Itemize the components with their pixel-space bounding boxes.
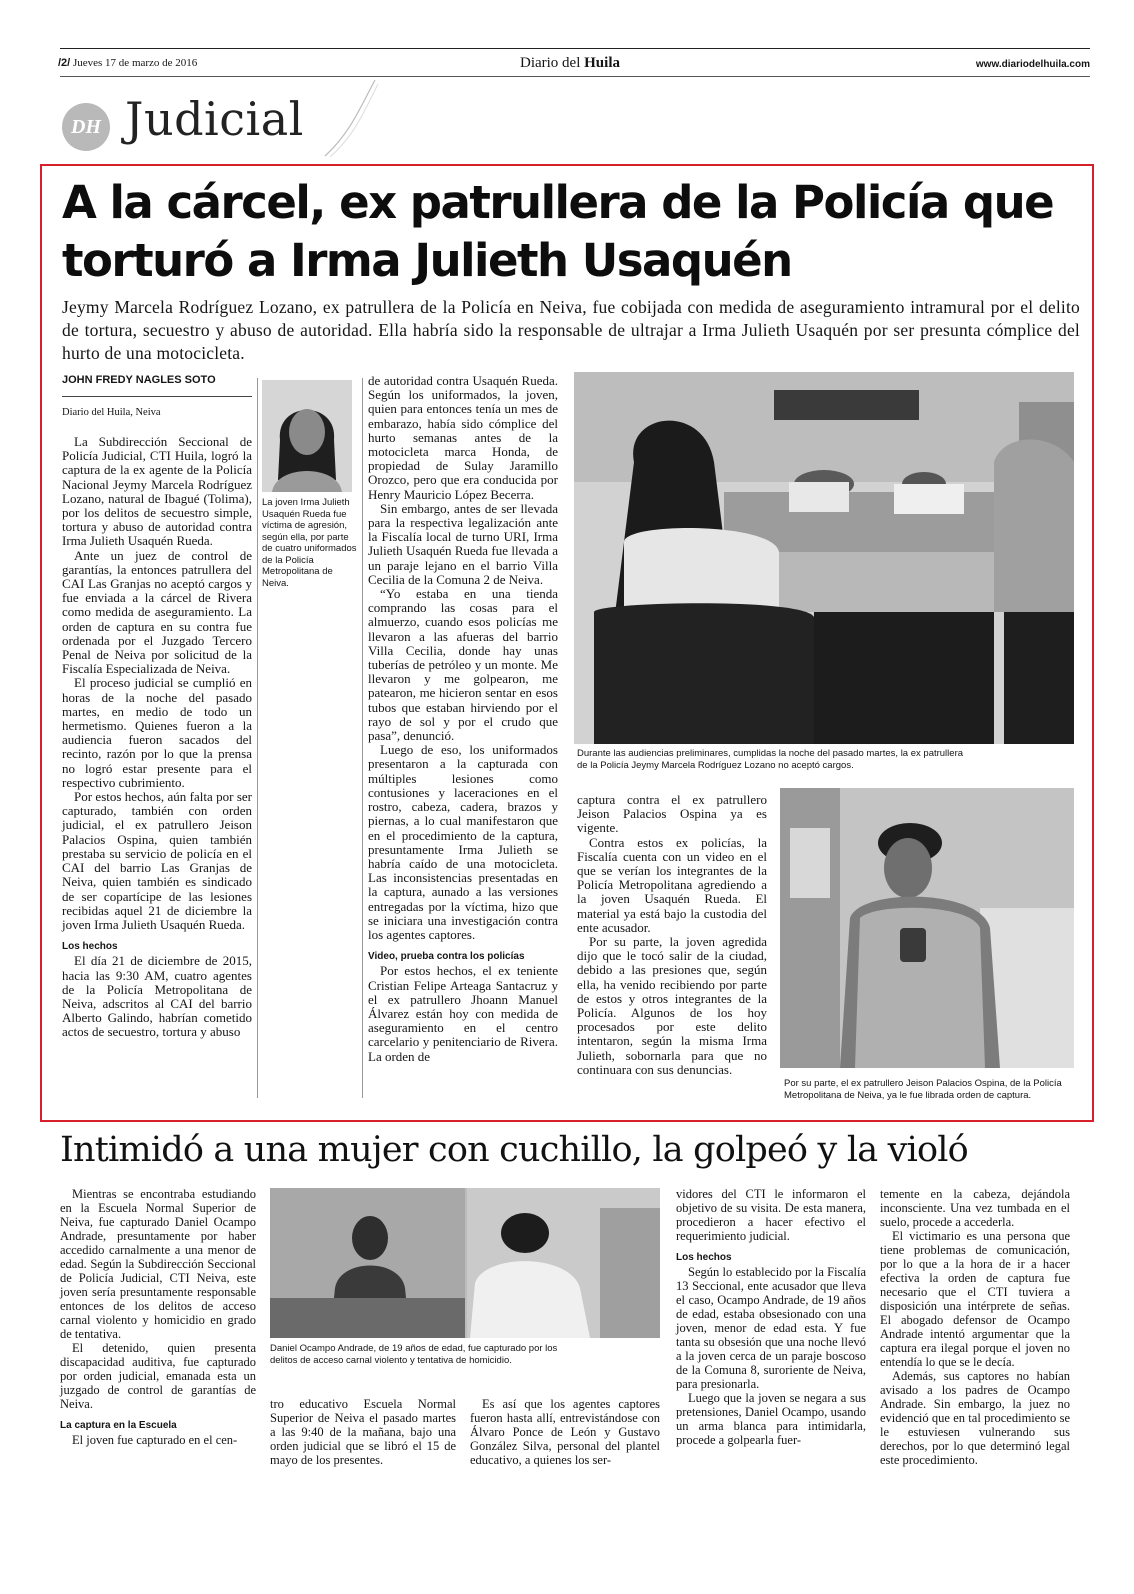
subheading-hechos: Los hechos xyxy=(676,1252,732,1263)
paragraph: Luego que la joven se negara a sus pretensiones, Daniel Ocampo, usando un arma blanca para intimidarla, procede a golpearla fuer- xyxy=(676,1391,866,1447)
paragraph: Contra estos ex policías, la Fiscalía cuenta con un video en el que se verían los integrantes de la Policía Metropolitana agrediendo a la joven Usaquén Rueda. El material ya está bajo la custodia del ente acusador. xyxy=(577,834,767,935)
paper-name xyxy=(500,55,640,72)
paragraph: La Subdirección Seccional de Policía Judicial, CTI Huila, logró la captura de la ex agente de la Policía Nacional Jeymy Marcela Rodríguez Lozano, natural de Ibagué (Tolima), por los delitos de secuestro simple, tortura y abuso de autoridad contra Irma Julieth Usaquén Rueda. xyxy=(62,434,252,549)
paragraph: vidores del CTI le informaron el objetivo de su visita. De esta manera, procedieron a hacer efectivo el requerimiento judicial. xyxy=(676,1187,866,1243)
paragraph: El detenido, quien presenta discapacidad auditiva, fue capturado por orden judicial, emanada esta un juzgado de control de garantías de Neiva. xyxy=(60,1341,256,1411)
paragraph: Luego de eso, los uniformados presentaron a la capturada con múltiples lesiones como contusiones y laceraciones en el rostro, cabeza, cadera, brazos y piernas, a lo cual manifestaron que en el procedimiento de la captura, presuntamente Irma Julieth se habría caído de una motocicleta. Las inconsistencias presentadas en la captura, aunado a las versiones entregadas por la víctima, hizo que se iniciara una investigación contra los agentes captores. xyxy=(368,742,558,942)
paragraph: Por estos hechos, el ex teniente Cristian Felipe Arteaga Santacruz y el ex patrullero Jhoann Manuel Álvarez están hoy con medida de aseguramiento en el centro carcelario y penitenciario de Rivera. La orden de xyxy=(368,963,558,1064)
paper-name-plain: Diario del xyxy=(519,55,581,71)
paragraph: tro educativo Escuela Normal Superior de Neiva el pasado martes a las 9:40 de la mañana, bajo una orden judicial que se libró el 15 de mayo de los presentes. xyxy=(270,1397,456,1467)
decorative-swoosh-icon xyxy=(320,78,380,158)
paragraph: El victimario es una persona que tiene problemas de comunicación, por lo que a la hora de ir a hacer efectiva la orden de captura fue necesario que el CTI tuviera a disposición una intérprete de señas. El abogado defensor de Ocampo Andrade intentó argumentar que la captura era ilegal porque el joven no entendía lo que se le decía. xyxy=(880,1229,1070,1369)
suspect-illustration-icon xyxy=(270,1188,660,1338)
article-deck: Jeymy Marcela Rodríguez Lozano, ex patrullera de la Policía en Neiva, fue cobijada con medida de aseguramiento intramural por el delito de tortura, secuestro y abuso de autoridad. Ella habría sido la responsable de ultrajar a Irma Julieth Usaquén por ser presunta cómplice del hurto de una motocicleta. xyxy=(62,297,1080,363)
paragraph: Es así que los agentes captores fueron hasta allí, entrevistándose con Álvaro Ponce de León y Gustavo González Silva, personal del plantel educativo, a quienes los ser- xyxy=(470,1397,660,1467)
paragraph: Según lo establecido por la Fiscalía 13 Seccional, ente acusador que lleva el caso, Ocampo Andrade, de 19 años de edad, estaba obsesionado con una joven, menor de edad esta. Y fue tanta su obsesión que una noche llevó a la joven cerca de un paraje boscoso de la Comuna 8, suroriente de Neiva, para presionarla. xyxy=(676,1265,866,1391)
article-column-3 xyxy=(368,374,558,1064)
suspect-photo xyxy=(270,1188,660,1338)
paragraph: El joven fue capturado en el cen- xyxy=(72,1433,238,1447)
paragraph: Ante un juez de control de garantías, la entonces patrullera del CAI Las Granjas no aceptó cargos y fue enviada a la cárcel de Rivera como medida de aseguramiento. La orden de captura en su contra fue ordenada por el Juzgado Tercero Penal de Neiva por solicitud de la Fiscalía Especializada de Neiva. xyxy=(62,547,252,677)
column-rule xyxy=(362,378,363,1098)
article-column-1 xyxy=(62,435,252,1040)
article2-column-2 xyxy=(270,1397,456,1467)
article-headline: A la cárcel, ex patrullera de la Policía que torturó a Irma Julieth Usaquén xyxy=(62,176,1054,287)
article2-column-3 xyxy=(470,1397,660,1467)
paragraph: Por su parte, la joven agredida dijo que le tocó salir de la ciudad, debido a las presiones que, según ella, ha venido recibiendo por parte de estos y otros integrantes de la Policía. Algunos de los hoy procesados por este delito intentaron, según la misma Irma Julieth, sobornarla para que no continuara con sus denuncias. xyxy=(577,934,767,1077)
suspect-photo-caption: Daniel Ocampo Andrade, de 19 años de edad, fue capturado por los delitos de acceso carnal violento y tentativa de homicidio. xyxy=(270,1343,558,1366)
paragraph: Mientras se encontraba estudiando en la Escuela Normal Superior de Neiva, fue capturado Daniel Ocampo Andrade, presuntamente por haber accedido carnalmente a una menor de edad. Según la Subdirección Seccional de Policía Judicial, CTI Neiva, este joven sería presuntamente responsable entonces de los delitos de acceso carnal violento y homicidio en grado de tentativa. xyxy=(60,1187,256,1341)
page-number: /2/ xyxy=(58,57,71,69)
officer-illustration-icon xyxy=(780,788,1074,1068)
paragraph: El día 21 de diciembre de 2015, hacia las 9:30 AM, cuatro agentes de la Policía Metropolitana de Neiva, adscritos al CAI del barrio Alberto Galindo, habrían cometido actos de secuestro, tortura y abuso xyxy=(62,953,252,1040)
section-logo-icon: DH xyxy=(62,103,110,151)
courtroom-illustration-icon xyxy=(574,372,1074,744)
subheading-escuela: La captura en la Escuela xyxy=(60,1420,177,1431)
officer-photo-caption: Por su parte, el ex patrullero Jeison Palacios Ospina, de la Policía Metropolitana de Neiva, ya le fue librada orden de captura. xyxy=(784,1078,1062,1101)
issue-date: Jueves 17 de marzo de 2016 xyxy=(72,57,198,69)
courtroom-photo xyxy=(574,372,1074,744)
portrait-photo xyxy=(262,380,352,492)
paragraph: Sin embargo, antes de ser llevada para la respectiva legalización ante la Fiscalía local de turno URI, Irma Julieth Usaquén Rueda fue llevada a un paraje lejano en el barrio Villa Cecilia de la Comuna 2 de Neiva. xyxy=(368,500,558,587)
header-rule xyxy=(60,76,1090,77)
article2-column-5 xyxy=(880,1187,1070,1467)
top-rule xyxy=(60,48,1090,49)
article2-column-4 xyxy=(676,1187,866,1447)
section-title: Judicial xyxy=(125,92,304,146)
paragraph: captura contra el ex patrullero Jeison Palacios Ospina ya es vigente. xyxy=(577,792,767,836)
paper-name-bold: Huila xyxy=(584,55,620,71)
portrait-caption: La joven Irma Julieth Usaquén Rueda fue víctima de agresión, según ella, por parte de cuatro uniformados de la Policía Metropolitana de Neiva. xyxy=(262,497,357,589)
page-date xyxy=(58,57,197,69)
article2-column-1 xyxy=(60,1187,256,1447)
paper-url: www.diariodelhuila.com xyxy=(975,59,1090,70)
subheading-video: Video, prueba contra los policías xyxy=(368,951,525,963)
paragraph: temente en la cabeza, dejándola inconsciente. Una vez tumbada en el suelo, procede a accederla. xyxy=(880,1187,1070,1229)
paragraph: El proceso judicial se cumplió en horas de la noche del pasado martes, en medio de todo un hermetismo. Quienes fueron a la audiencia fueron sacados del recinto, razón por lo que la prensa no logró estar presente para el respectivo cubrimiento. xyxy=(62,675,252,790)
byline-rule xyxy=(62,396,252,397)
officer-photo xyxy=(780,788,1074,1068)
byline: JOHN FREDY NAGLES SOTO xyxy=(62,374,216,386)
article2-headline: Intimidó a una mujer con cuchillo, la golpeó y la violó xyxy=(60,1130,968,1170)
paragraph: de autoridad contra Usaquén Rueda. Según los uniformados, la joven, quien para entonces tenía un mes de embarazo, había sido cómplice del hurto semanas antes de la motocicleta marca Honda, de propiedad de Sulay Jaramillo Orozco, pero que era conducida por Henry Mauricio López Becerra. xyxy=(368,373,558,502)
paragraph: “Yo estaba en una tienda comprando las cosas para el almuerzo, cuando esos policías me llevaron a las afueras del barrio Villa Cecilia, donde hay unas tuberías de petróleo y un monte. Me llevaron y me golpearon, me patearon, me hicieron sentar en esos tubos que estaban hirviendo por el rayo de sol y por el crudo que pasa”, denunció. xyxy=(368,586,558,744)
paragraph: Por estos hechos, aún falta por ser capturado, también con orden judicial, el ex patrullero Jeison Palacios Ospina, quien también prestaba su servicio de policía en el CAI del barrio Las Granjas de Neiva, quien también es sindicado de ser copartícipe de las lesiones recibidas aquel 21 de diciembre la joven Irma Julieth Usaquén Rueda. xyxy=(62,789,252,932)
column-rule xyxy=(257,378,258,1098)
subheading-hechos: Los hechos xyxy=(62,941,118,953)
article-column-4 xyxy=(577,793,767,1077)
portrait-illustration-icon xyxy=(262,380,352,492)
paragraph: Además, sus captores no habían avisado a los padres de Ocampo Andrade. Sin embargo, la juez no evidenció que en tal procedimiento se le estuviesen vulnerando sus derechos, por lo que determinó legal este procedimiento. xyxy=(880,1369,1070,1467)
courtroom-photo-caption: Durante las audiencias preliminares, cumplidas la noche del pasado martes, la ex patrullera de la Policía Jeymy Marcela Rodríguez Lozano no aceptó cargos. xyxy=(577,748,964,771)
dateline: Diario del Huila, Neiva xyxy=(62,407,161,418)
